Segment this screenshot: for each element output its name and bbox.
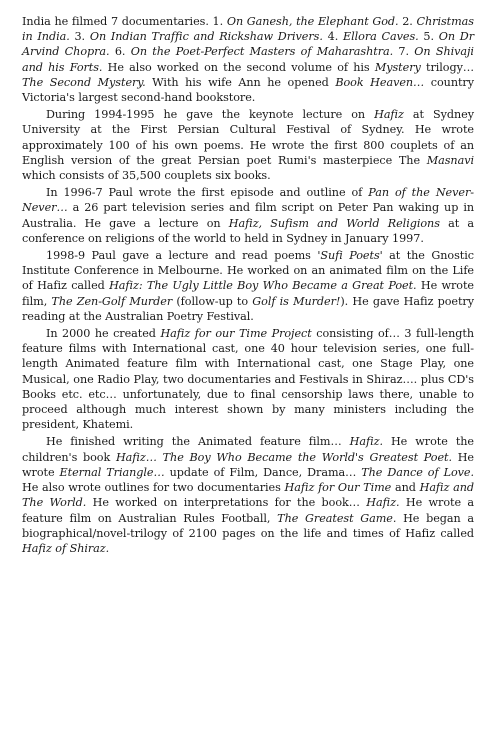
- paragraph: [22, 326, 474, 432]
- text-run: With his wife Ann he opened: [145, 75, 336, 89]
- text-run: 6.: [109, 45, 131, 59]
- text-run: During 1994-1995 he gave the keynote lecture on: [46, 108, 375, 122]
- text-run: and: [391, 481, 420, 495]
- italic-title: Hafiz, Sufism and World Religions: [228, 216, 440, 230]
- italic-title: On Indian Traffic and Rickshaw Drivers.: [89, 30, 323, 44]
- italic-title: Book Heaven…: [335, 75, 425, 89]
- paragraph: [22, 14, 474, 105]
- italic-title: Hafiz.: [349, 435, 383, 449]
- italic-title: Eternal Triangle…: [59, 465, 165, 479]
- text-run: He also worked on the second volume of his: [102, 60, 375, 74]
- italic-title: The Second Mystery.: [22, 75, 146, 89]
- italic-title: Hafiz: [374, 108, 404, 122]
- text-run: He wrote a feature film on Australian Rules Football,: [22, 496, 475, 525]
- paragraph: [22, 185, 474, 246]
- text-run: 3.: [69, 30, 90, 44]
- italic-title: On Dr Arvind Chopra.: [22, 30, 475, 59]
- text-run: He began a biographical/novel-trilogy of 2100 pages on the life and times of Hafiz called: [22, 511, 474, 540]
- italic-title: The Zen-Golf Murder: [51, 294, 173, 308]
- italic-title: On the Poet-Perfect Masters of Maharashtra.: [130, 45, 394, 59]
- paragraph: [22, 107, 474, 183]
- text-run: trilogy…: [420, 60, 474, 74]
- italic-title: On Ganesh, the Elephant God.: [226, 15, 399, 28]
- text-run: He wrote film,: [22, 279, 474, 308]
- italic-title: Hafiz for our Time Project: [160, 327, 312, 341]
- text-run: which consists of 35,500 couplets six books.: [22, 169, 271, 183]
- paragraph: [22, 248, 474, 324]
- italic-title: Hafiz… The Boy Who Became the World's Greatest Poet.: [115, 450, 452, 464]
- text-run: 7.: [393, 45, 415, 59]
- italic-title: On Shivaji and his Forts.: [22, 45, 474, 74]
- italic-title: Hafiz: The Ugly Little Boy Who Became a Great Poet.: [109, 279, 417, 293]
- italic-title: Mystery: [374, 60, 421, 74]
- italic-title: Christmas in India.: [22, 15, 474, 44]
- text-run: He also wrote outlines for two documentaries: [22, 481, 285, 495]
- italic-title: Masnavi: [426, 153, 474, 167]
- text-run: a 26 part television series and film script on Peter Pan waking up in Australia. He gave a lecture on: [22, 201, 474, 230]
- text-run: 2.: [398, 15, 417, 28]
- text-run: at Sydney University at the First Persian Cultural Festival of Sydney. He wrote approximately 100 of his own poems. He wrote the first 800 couplets of an English version of the great Persian poet Rumi's masterpiece The: [22, 108, 474, 167]
- italic-title: Golf is Murder!: [252, 294, 341, 308]
- text-run: at the Gnostic Institute Conference in Melbourne. He worked on an animated film on the Life of Hafiz called: [22, 249, 474, 293]
- text-run: ). He gave Hafiz poetry reading at the Australian Poetry Festival.: [22, 294, 474, 323]
- italic-title: Hafiz of Shiraz.: [22, 541, 110, 555]
- italic-title: Hafiz and The World.: [22, 481, 475, 510]
- text-run: at a conference on religions of the world to held in Sydney in January 1997.: [22, 216, 475, 245]
- document-page: [22, 14, 474, 556]
- text-run: He worked on interpretations for the book…: [86, 496, 367, 510]
- text-run: consisting of… 3 full-length feature films with International cast, one 40 hour television series, one full-length Animated feature film with International cast, one Stage Play, one Musical, one Radio Play, two documentaries and Festivals in Shiraz…. plus CD's Books etc. etc… unfortunately, due to final censorship laws there, unable to proceed although much interest shown by many ministers including the president, Khatemi.: [22, 327, 474, 432]
- italic-title: The Greatest Game.: [277, 511, 397, 525]
- italic-title: Hafiz.: [366, 496, 400, 510]
- italic-title: Hafiz for Our Time: [284, 481, 392, 495]
- text-run: India he filmed 7 documentaries. 1.: [22, 15, 227, 28]
- text-run: In 1996-7 Paul wrote the first episode and outline of: [46, 186, 369, 200]
- text-run: 5.: [418, 30, 439, 44]
- text-run: 1998-9 Paul gave a lecture and read poems: [46, 249, 318, 263]
- italic-title: The Dance of Love.: [361, 465, 474, 479]
- text-run: He wrote the children's book: [22, 435, 474, 464]
- italic-title: Ellora Caves.: [342, 30, 419, 44]
- paragraph: [22, 434, 474, 556]
- text-run: In 2000 he created: [46, 327, 161, 341]
- text-run: He wrote: [22, 450, 474, 479]
- text-run: 4.: [322, 30, 343, 44]
- text-run: (follow-up to: [172, 294, 253, 308]
- italic-title: Pan of the Never-Never…: [22, 186, 474, 215]
- text-run: update of Film, Dance, Drama…: [164, 465, 362, 479]
- text-run: He finished writing the Animated feature film…: [46, 435, 350, 449]
- italic-title: 'Sufi Poets': [317, 249, 383, 263]
- text-run: country Victoria's largest second-hand bookstore.: [22, 75, 474, 105]
